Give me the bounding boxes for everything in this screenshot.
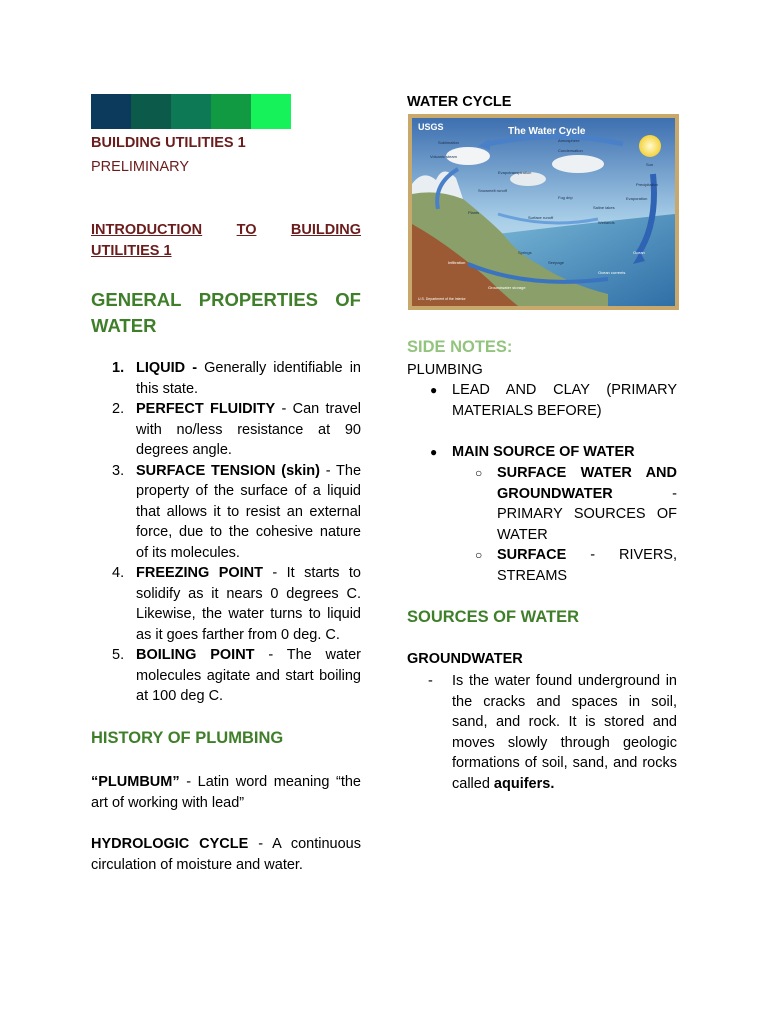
- list-number: 5.: [112, 647, 125, 663]
- image-label: Atmosphere: [558, 138, 580, 143]
- list-item: [91, 461, 361, 564]
- history-heading: HISTORY OF PLUMBING: [91, 729, 284, 747]
- sub-text: - PRIMARY SOURCES OF WATER: [497, 485, 677, 543]
- palette-swatch: [131, 94, 171, 129]
- list-number: 2.: [112, 401, 125, 417]
- image-label: Saline lakes: [593, 205, 615, 210]
- groundwater-list: [407, 671, 677, 794]
- sub-text: - RIVERS, STREAMS: [497, 547, 677, 584]
- palette-swatch: [251, 94, 291, 129]
- list-item: [91, 399, 361, 461]
- list-item: [91, 645, 361, 707]
- intro-heading: [91, 220, 361, 262]
- list-item: [91, 358, 361, 399]
- image-label: Infiltration: [448, 260, 466, 265]
- image-label: Precipitation: [636, 182, 659, 187]
- palette-swatch: [211, 94, 251, 129]
- image-caption: U.S. Department of the Interior: [418, 297, 466, 301]
- property-term: FREEZING POINT: [136, 565, 264, 581]
- plumbum-term: “PLUMBUM”: [91, 774, 180, 790]
- intro-line-2: UTILITIES 1: [91, 243, 172, 259]
- heading-word: GENERAL: [91, 289, 182, 310]
- property-text: - The property of the surface of a liquid that allows it to resist an external force, due to the cohesive nature of its molecules.: [136, 462, 362, 561]
- image-label: Ocean currents: [598, 270, 626, 275]
- circle-bullet-icon: ○: [475, 466, 483, 480]
- water-cycle-title: WATER CYCLE: [407, 94, 512, 110]
- aquifers-term: aquifers.: [493, 775, 555, 792]
- side-notes-heading: SIDE NOTES:: [407, 338, 513, 356]
- bullet-text: LEAD AND CLAY (PRIMARY MATERIALS BEFORE): [452, 382, 677, 419]
- list-number: 4.: [112, 565, 125, 581]
- property-term: PERFECT FLUIDITY: [136, 401, 276, 417]
- list-item: [91, 563, 361, 645]
- image-title: The Water Cycle: [508, 126, 586, 137]
- image-label: Sublimation: [438, 140, 459, 145]
- properties-list: [91, 358, 361, 707]
- image-label: Evapotranspiration: [498, 170, 532, 175]
- hydrologic-text: - A continuous circulation of moisture and water.: [91, 836, 361, 873]
- heading-word: OF: [335, 289, 361, 310]
- image-label: Ocean: [633, 250, 645, 255]
- property-text: Generally identifiable in this state.: [136, 360, 361, 397]
- heading-line-2: WATER: [91, 315, 157, 336]
- bullet-icon: ●: [430, 383, 438, 397]
- circle-bullet-icon: ○: [475, 548, 483, 562]
- general-properties-heading: [91, 287, 361, 339]
- image-label: Groundwater storage: [488, 285, 526, 290]
- hydrologic-paragraph: [91, 834, 361, 875]
- list-number: 3.: [112, 462, 125, 479]
- image-label: Surface runoff: [528, 215, 554, 220]
- dash-bullet-icon: -: [428, 673, 433, 689]
- image-label: Wetlands: [598, 220, 615, 225]
- groundwater-text: Is the water found underground in the cracks and spaces in soil, sand, and rock. It is stored and moves slowly through geologic formations of soil, sand, and rocks called: [452, 673, 677, 792]
- sub-list: [407, 463, 677, 586]
- image-label: Volcanic steam: [430, 154, 457, 159]
- property-text: - The water molecules agitate and start boiling at 100 deg C.: [136, 647, 361, 704]
- image-label: Sun: [646, 162, 654, 167]
- image-label: Condensation: [558, 148, 583, 153]
- course-subtitle: PRELIMINARY: [91, 159, 190, 175]
- side-notes-list: [407, 380, 677, 421]
- list-item: [407, 442, 677, 463]
- water-cycle-illustration: [408, 114, 679, 310]
- list-item: [407, 463, 677, 545]
- plumbum-text: - Latin word meaning “the art of working with lead”: [91, 774, 361, 811]
- image-label: Springs: [518, 250, 532, 255]
- property-text: - It starts to solidify as it nears 0 degrees C. Likewise, the water turns to liquid as it goes farther from 0 deg. C.: [136, 565, 361, 643]
- property-term: SURFACE TENSION (skin): [136, 462, 320, 479]
- intro-word: INTRODUCTION: [91, 222, 203, 238]
- image-label: Snowmelt runoff: [478, 188, 507, 193]
- intro-word: TO: [236, 222, 257, 238]
- image-label: Fog drip: [558, 195, 573, 200]
- side-notes-list: [407, 442, 677, 463]
- image-label: Plants: [468, 210, 480, 215]
- sun: [639, 135, 661, 157]
- property-text: - Can travel with no/less resistance at 90 degrees angle.: [136, 401, 361, 458]
- sub-term: SURFACE: [497, 547, 567, 563]
- image-label: Seepage: [548, 260, 565, 265]
- palette-swatch: [171, 94, 211, 129]
- sub-term: SURFACE WATER AND GROUNDWATER: [497, 465, 677, 502]
- usgs-logo-text: USGS: [418, 122, 444, 132]
- palette-swatch: [91, 94, 131, 129]
- plumbing-label: PLUMBING: [407, 362, 483, 378]
- bullet-icon: ●: [430, 445, 438, 459]
- course-title: BUILDING UTILITIES 1: [91, 135, 246, 151]
- cloud: [552, 155, 604, 173]
- property-term: BOILING POINT: [136, 647, 255, 663]
- list-item: [407, 380, 677, 421]
- plumbum-paragraph: [91, 772, 361, 813]
- heading-word: PROPERTIES: [198, 289, 318, 310]
- color-palette: [91, 94, 291, 129]
- property-term: LIQUID -: [136, 360, 205, 376]
- bullet-text: MAIN SOURCE OF WATER: [452, 444, 635, 460]
- sources-heading: SOURCES OF WATER: [407, 608, 580, 626]
- list-item: [407, 545, 677, 586]
- groundwater-label: GROUNDWATER: [407, 651, 523, 667]
- intro-word: BUILDING: [290, 222, 361, 238]
- list-number: 1.: [112, 360, 125, 376]
- list-item: [407, 671, 677, 794]
- image-label: Evaporation: [626, 196, 648, 201]
- hydrologic-term: HYDROLOGIC CYCLE: [91, 836, 249, 852]
